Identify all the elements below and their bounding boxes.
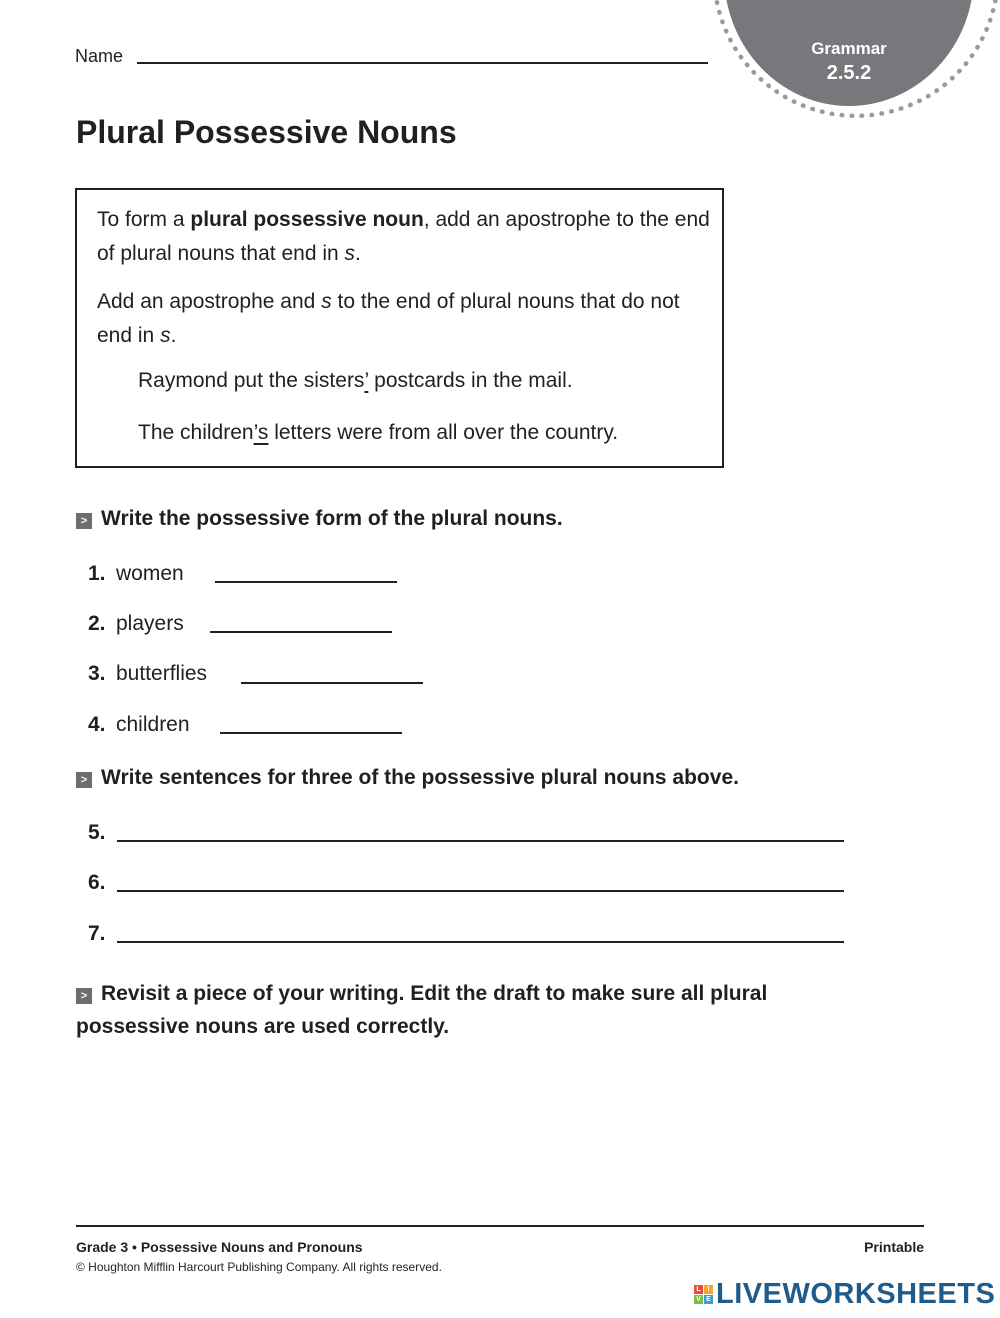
liveworksheets-logo-text: LIVEWORKSHEETS [716,1277,996,1310]
list-item: 3. butterflies [88,662,208,685]
badge-label: Grammar [811,39,887,58]
name-input-line[interactable] [137,62,708,64]
sentence-line-5[interactable] [117,840,844,842]
instruction-3: > Revisit a piece of your writing. Edit the draft to make sure all plural possessive nouns are used correctly. [76,982,768,1038]
footer-grade-text: Grade 3 • Possessive Nouns and Pronouns [76,1239,363,1255]
liveworksheets-logo [694,1277,996,1310]
instruction-2: > Write sentences for three of the possessive plural nouns above. [76,761,739,794]
list-item: 4. children [88,713,190,736]
page-title: Plural Possessive Nouns [76,114,457,150]
list-item: 6. [88,871,106,894]
list-item: 5. [88,821,106,844]
liveworksheets-logo-icon: L I V E [694,1285,713,1304]
badge-number: 2.5.2 [826,62,872,84]
answer-blank-4[interactable] [220,732,402,734]
answer-blank-1[interactable] [215,581,397,583]
arrow-icon: > [76,988,92,1004]
example-sentence-1: Raymond put the sisters’ postcards in the mail. [138,369,573,392]
answer-blank-3[interactable] [241,682,423,684]
rule-paragraph-2: Add an apostrophe and s to the end of plural nouns that do not end in s. [97,290,680,347]
instruction-1: > Write the possessive form of the plural nouns. [76,502,563,535]
list-item: 2. players [88,612,184,635]
list-item: 1. women [88,562,184,585]
footer-printable-text: Printable [864,1239,924,1255]
arrow-icon: > [76,772,92,788]
arrow-icon: > [76,513,92,529]
list-item: 7. [88,922,106,945]
answer-blank-2[interactable] [210,631,392,633]
name-label: Name [75,46,124,66]
footer-divider [76,1225,924,1227]
sentence-line-7[interactable] [117,941,844,943]
sentence-line-6[interactable] [117,890,844,892]
example-sentence-2: The children’s letters were from all over the country. [138,421,619,444]
copyright-text: © Houghton Mifflin Harcourt Publishing Company. All rights reserved. [76,1260,442,1274]
rule-paragraph-1: To form a plural possessive noun, add an apostrophe to the end of plural nouns that end in s. [97,208,710,265]
